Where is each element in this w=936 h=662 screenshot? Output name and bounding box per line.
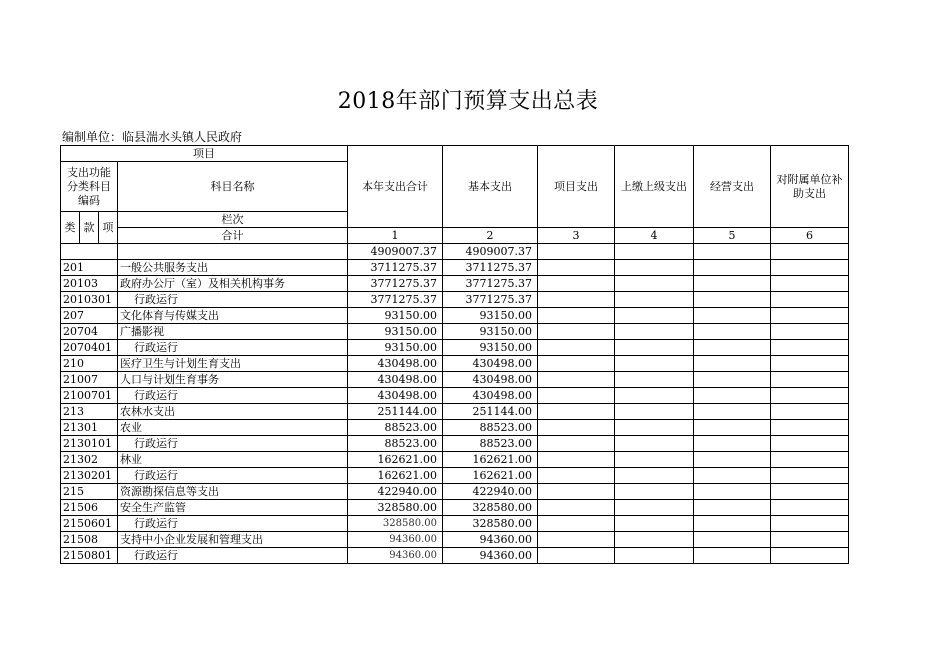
row-subsidy [771,548,849,564]
col-num: 1 [348,228,443,244]
total-row [61,244,849,260]
row-code: 21007 [61,372,118,388]
row-business [694,292,771,308]
row-subsidy [771,308,849,324]
row-basic: 94360.00 [443,532,538,548]
row-code: 2010301 [61,292,118,308]
row-superior [615,260,694,276]
col-num: 6 [771,228,849,244]
row-name: 广播影视 [118,324,348,340]
row-superior [615,388,694,404]
row-total: 94360.00 [348,548,443,564]
row-subsidy [771,276,849,292]
col-num: 3 [538,228,615,244]
row-basic: 251144.00 [443,404,538,420]
row-superior [615,308,694,324]
row-total: 430498.00 [348,356,443,372]
row-total: 3771275.37 [348,292,443,308]
row-total: 94360.00 [348,532,443,548]
header-col-business: 经营支出 [694,146,771,228]
row-project [538,308,615,324]
row-name: 行政运行 [118,436,348,452]
header-col-basic: 基本支出 [443,146,538,228]
table-row [61,548,849,564]
row-subsidy [771,500,849,516]
row-code: 2070401 [61,340,118,356]
total-basic: 4909007.37 [443,244,538,260]
col-num: 2 [443,228,538,244]
row-basic: 3771275.37 [443,276,538,292]
row-business [694,420,771,436]
row-code: 20103 [61,276,118,292]
row-total: 93150.00 [348,340,443,356]
row-total: 430498.00 [348,388,443,404]
unit-label: 编制单位：临县湍水头镇人民政府 [62,130,243,144]
header-col-subsidy: 对附属单位补助支出 [771,146,849,228]
row-name: 行政运行 [118,548,348,564]
row-name: 农林水支出 [118,404,348,420]
row-name: 行政运行 [118,516,348,532]
row-code: 2130201 [61,468,118,484]
row-superior [615,500,694,516]
row-name: 安全生产监管 [118,500,348,516]
row-superior [615,548,694,564]
row-basic: 430498.00 [443,388,538,404]
row-subsidy [771,484,849,500]
row-total: 328580.00 [348,516,443,532]
row-name: 行政运行 [118,388,348,404]
row-project [538,388,615,404]
row-name: 行政运行 [118,468,348,484]
header-func-code: 支出功能分类科目编码 [61,162,118,212]
row-superior [615,468,694,484]
row-subsidy [771,404,849,420]
row-name: 文化体育与传媒支出 [118,308,348,324]
row-superior [615,404,694,420]
row-basic: 162621.00 [443,468,538,484]
row-subsidy [771,292,849,308]
row-project [538,548,615,564]
row-name: 一般公共服务支出 [118,260,348,276]
table-row [61,324,849,340]
row-total: 430498.00 [348,372,443,388]
row-total: 328580.00 [348,500,443,516]
table-row [61,468,849,484]
row-subsidy [771,436,849,452]
table-row [61,404,849,420]
row-name: 行政运行 [118,340,348,356]
row-basic: 328580.00 [443,500,538,516]
table-row [61,420,849,436]
row-code: 21302 [61,452,118,468]
row-project [538,404,615,420]
row-business [694,324,771,340]
row-total: 3771275.37 [348,276,443,292]
table-row [61,292,849,308]
row-project [538,340,615,356]
row-superior [615,532,694,548]
row-basic: 93150.00 [443,308,538,324]
row-name: 人口与计划生育事务 [118,372,348,388]
row-code: 21301 [61,420,118,436]
row-business [694,276,771,292]
row-project [538,260,615,276]
header-subject-name: 科目名称 [118,162,348,212]
row-project [538,452,615,468]
row-basic: 430498.00 [443,356,538,372]
row-total: 162621.00 [348,452,443,468]
row-subsidy [771,420,849,436]
table-row [61,516,849,532]
row-total: 93150.00 [348,324,443,340]
row-superior [615,516,694,532]
row-business [694,516,771,532]
row-business [694,532,771,548]
row-superior [615,324,694,340]
col-num: 5 [694,228,771,244]
row-business [694,468,771,484]
row-basic: 3711275.37 [443,260,538,276]
table-row [61,356,849,372]
row-business [694,340,771,356]
row-project [538,500,615,516]
row-subsidy [771,452,849,468]
row-basic: 430498.00 [443,372,538,388]
col-num: 4 [615,228,694,244]
row-code: 215 [61,484,118,500]
table-row [61,436,849,452]
table-row [61,372,849,388]
table-row [61,500,849,516]
row-code: 210 [61,356,118,372]
row-subsidy [771,372,849,388]
table-row [61,260,849,276]
row-basic: 422940.00 [443,484,538,500]
row-superior [615,292,694,308]
row-business [694,484,771,500]
row-project [538,484,615,500]
row-subsidy [771,388,849,404]
row-basic: 93150.00 [443,340,538,356]
row-business [694,356,771,372]
row-business [694,308,771,324]
row-name: 支持中小企业发展和管理支出 [118,532,348,548]
row-code: 20704 [61,324,118,340]
row-basic: 162621.00 [443,452,538,468]
header-col-total: 本年支出合计 [348,146,443,228]
table-row [61,308,849,324]
row-business [694,372,771,388]
header-xiang: 项 [99,212,118,244]
row-project [538,516,615,532]
row-project [538,468,615,484]
row-subsidy [771,532,849,548]
row-superior [615,340,694,356]
row-project [538,324,615,340]
row-project [538,420,615,436]
row-name: 行政运行 [118,292,348,308]
row-business [694,452,771,468]
row-code: 21506 [61,500,118,516]
row-total: 88523.00 [348,436,443,452]
row-superior [615,372,694,388]
row-basic: 328580.00 [443,516,538,532]
row-project [538,532,615,548]
row-total: 251144.00 [348,404,443,420]
row-code: 2150601 [61,516,118,532]
row-subsidy [771,468,849,484]
row-subsidy [771,324,849,340]
row-basic: 3771275.37 [443,292,538,308]
budget-table [60,145,849,564]
row-basic: 88523.00 [443,436,538,452]
table-row [61,532,849,548]
row-business [694,260,771,276]
table-row [61,340,849,356]
header-col-project: 项目支出 [538,146,615,228]
row-name: 林业 [118,452,348,468]
row-name: 医疗卫生与计划生育支出 [118,356,348,372]
header-kuan: 款 [80,212,99,244]
row-basic: 93150.00 [443,324,538,340]
table-row [61,452,849,468]
row-business [694,388,771,404]
row-business [694,404,771,420]
row-code: 2150801 [61,548,118,564]
header-lei: 类 [61,212,80,244]
row-business [694,548,771,564]
row-code: 21508 [61,532,118,548]
row-business [694,500,771,516]
row-code: 207 [61,308,118,324]
row-subsidy [771,516,849,532]
row-name: 资源勘探信息等支出 [118,484,348,500]
header-project: 项目 [61,146,348,162]
total-label: 合计 [118,228,348,244]
row-project [538,356,615,372]
row-basic: 88523.00 [443,420,538,436]
row-project [538,276,615,292]
table-row [61,484,849,500]
row-code: 2100701 [61,388,118,404]
table-row [61,388,849,404]
row-code: 213 [61,404,118,420]
row-total: 162621.00 [348,468,443,484]
row-code: 2130101 [61,436,118,452]
row-superior [615,276,694,292]
row-total: 93150.00 [348,308,443,324]
row-basic: 94360.00 [443,548,538,564]
row-total: 422940.00 [348,484,443,500]
page-title: 2018年部门预算支出总表 [337,89,599,114]
row-total: 3711275.37 [348,260,443,276]
row-superior [615,356,694,372]
total-amount: 4909007.37 [348,244,443,260]
row-superior [615,436,694,452]
row-superior [615,484,694,500]
row-subsidy [771,340,849,356]
row-total: 88523.00 [348,420,443,436]
header-lanci: 栏次 [118,212,348,228]
row-name: 农业 [118,420,348,436]
row-name: 政府办公厅（室）及相关机构事务 [118,276,348,292]
row-subsidy [771,260,849,276]
row-project [538,292,615,308]
row-superior [615,420,694,436]
row-subsidy [771,356,849,372]
header-col-superior: 上缴上级支出 [615,146,694,228]
col-number-row [61,228,849,244]
row-code: 201 [61,260,118,276]
table-row [61,276,849,292]
row-superior [615,452,694,468]
row-business [694,436,771,452]
row-project [538,372,615,388]
row-project [538,436,615,452]
